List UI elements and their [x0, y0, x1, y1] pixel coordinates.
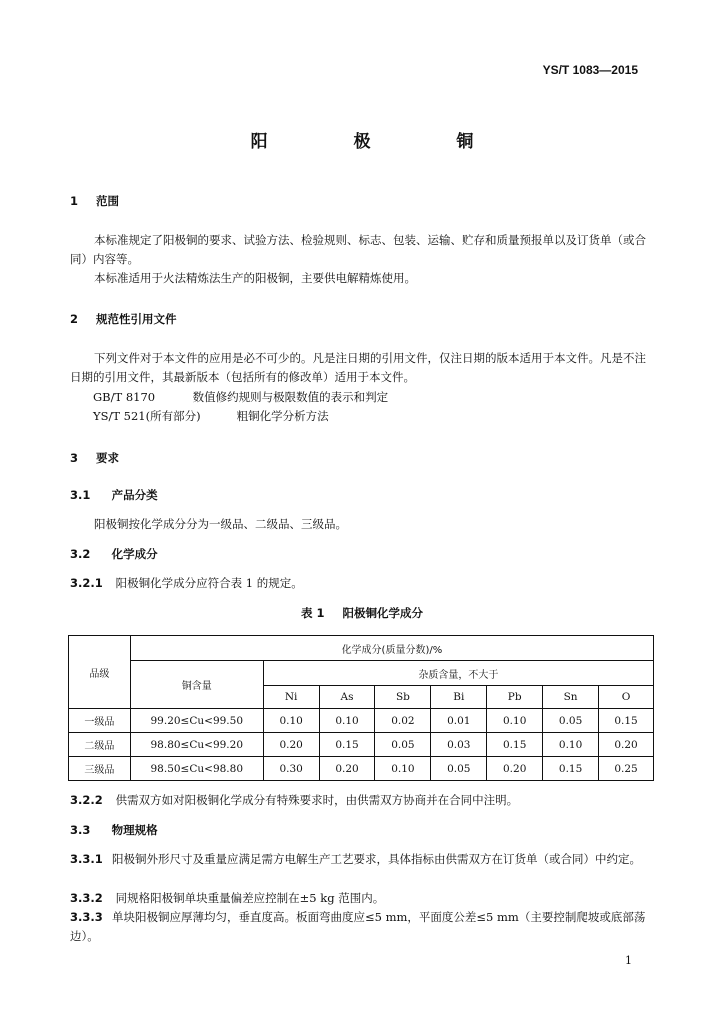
reference-item [93, 389, 388, 405]
clause-number: 3.3.2 [70, 891, 103, 905]
table-title: 阳极铜化学成分 [342, 606, 424, 620]
value-cell: 0.15 [487, 733, 543, 757]
clause-text: 单块阳极铜应厚薄均匀，垂直度高。板面弯曲度应≤5 mm，平面度公差≤5 mm（主要控制爬坡或底部荡边）。 [70, 910, 646, 943]
subsection-title: 化学成分 [111, 547, 158, 561]
value-cell: 0.10 [319, 709, 375, 733]
grade-cell: 一级品 [69, 709, 131, 733]
value-cell: 0.15 [319, 733, 375, 757]
value-cell: 0.30 [263, 757, 319, 781]
header-element: O [599, 686, 654, 709]
clause-text: 同规格阳极铜单块重量偏差应控制在±5 kg 范围内。 [115, 891, 385, 905]
header-element: As [319, 686, 375, 709]
subsection-3-1-heading [70, 487, 158, 503]
value-cell: 0.10 [487, 709, 543, 733]
clause-number: 3.3.1 [70, 852, 103, 866]
references-intro: 下列文件对于本文件的应用是必不可少的。凡是注日期的引用文件，仅注日期的版本适用于本文件。凡是不注日期的引用文件，其最新版本（包括所有的修改单）适用于本文件。 [70, 351, 646, 384]
clause-text: 阳极铜化学成分应符合表 1 的规定。 [115, 576, 303, 590]
reference-title: 粗铜化学分析方法 [236, 409, 329, 423]
value-cell: 0.03 [431, 733, 487, 757]
section-2-heading [70, 311, 177, 327]
scope-paragraph-2: 本标准适用于火法精炼法生产的阳极铜，主要供电解精炼使用。 [94, 271, 416, 285]
section-1-heading [70, 193, 119, 209]
clause-text: 供需双方如对阳极铜化学成分有特殊要求时，由供需双方协商并在合同中注明。 [115, 793, 519, 807]
clause-3-2-1 [70, 575, 303, 591]
subsection-title: 产品分类 [111, 488, 158, 502]
value-cell: 0.15 [599, 709, 654, 733]
document-title: 阳 极 铜 [250, 132, 514, 152]
header-element: Ni [263, 686, 319, 709]
header-composition: 化学成分(质量分数)/% [130, 636, 653, 661]
value-cell: 0.05 [431, 757, 487, 781]
clause-number: 3.2.2 [70, 793, 103, 807]
clause-3-3-3 [70, 908, 656, 946]
cu-cell: 99.20≤Cu<99.50 [130, 709, 263, 733]
table-row [69, 757, 654, 781]
value-cell: 0.10 [543, 733, 599, 757]
standard-code: YS/T 1083—2015 [542, 63, 638, 77]
table-number: 表 1 [300, 606, 325, 620]
section-title: 要求 [96, 451, 120, 465]
value-cell: 0.15 [543, 757, 599, 781]
value-cell: 0.10 [375, 757, 431, 781]
subsection-number: 3.2 [70, 547, 91, 561]
header-element: Sn [543, 686, 599, 709]
subsection-number: 3.1 [70, 488, 91, 502]
table-row [69, 733, 654, 757]
header-element: Sb [375, 686, 431, 709]
reference-title: 数值修约规则与极限数值的表示和判定 [192, 390, 389, 404]
grade-cell: 二级品 [69, 733, 131, 757]
table-row [69, 709, 654, 733]
section-number: 3 [70, 451, 79, 465]
section-number: 2 [70, 312, 79, 326]
clause-number: 3.3.3 [70, 910, 103, 924]
scope-paragraph-1: 本标准规定了阳极铜的要求、试验方法、检验规则、标志、包装、运输、贮存和质量预报单以及订货单（或合同）内容等。 [70, 233, 646, 266]
subsection-3-3-heading [70, 822, 158, 838]
subsection-3-2-heading [70, 546, 158, 562]
value-cell: 0.25 [599, 757, 654, 781]
clause-3-3-1 [70, 850, 656, 869]
clause-3-3-2 [70, 890, 384, 906]
clause-text: 阳极铜外形尺寸及重量应满足需方电解生产工艺要求，具体指标由供需双方在订货单（或合同）中约定。 [112, 852, 641, 866]
classification-text: 阳极铜按化学成分分为一级品、二级品、三级品。 [94, 517, 347, 531]
table-1-caption [0, 605, 724, 621]
chemical-composition-table [68, 635, 654, 781]
header-impurity: 杂质含量，不大于 [263, 661, 653, 686]
header-element: Bi [431, 686, 487, 709]
section-3-heading [70, 450, 119, 466]
section-title: 范围 [96, 194, 120, 208]
subsection-number: 3.3 [70, 823, 91, 837]
value-cell: 0.20 [263, 733, 319, 757]
header-copper-content: 铜含量 [130, 661, 263, 709]
cu-cell: 98.80≤Cu<99.20 [130, 733, 263, 757]
value-cell: 0.10 [263, 709, 319, 733]
value-cell: 0.05 [543, 709, 599, 733]
value-cell: 0.01 [431, 709, 487, 733]
reference-code: GB/T 8170 [93, 390, 156, 404]
header-grade: 品级 [69, 636, 131, 709]
reference-code: YS/T 521(所有部分) [93, 409, 201, 423]
value-cell: 0.02 [375, 709, 431, 733]
clause-3-2-2 [70, 792, 518, 808]
header-element: Pb [487, 686, 543, 709]
grade-cell: 三级品 [69, 757, 131, 781]
value-cell: 0.20 [319, 757, 375, 781]
value-cell: 0.20 [487, 757, 543, 781]
reference-item [93, 408, 329, 424]
section-number: 1 [70, 194, 79, 208]
section-title: 规范性引用文件 [96, 312, 177, 326]
clause-number: 3.2.1 [70, 576, 103, 590]
value-cell: 0.20 [599, 733, 654, 757]
cu-cell: 98.50≤Cu<98.80 [130, 757, 263, 781]
page-number: 1 [625, 954, 632, 967]
subsection-title: 物理规格 [111, 823, 158, 837]
value-cell: 0.05 [375, 733, 431, 757]
